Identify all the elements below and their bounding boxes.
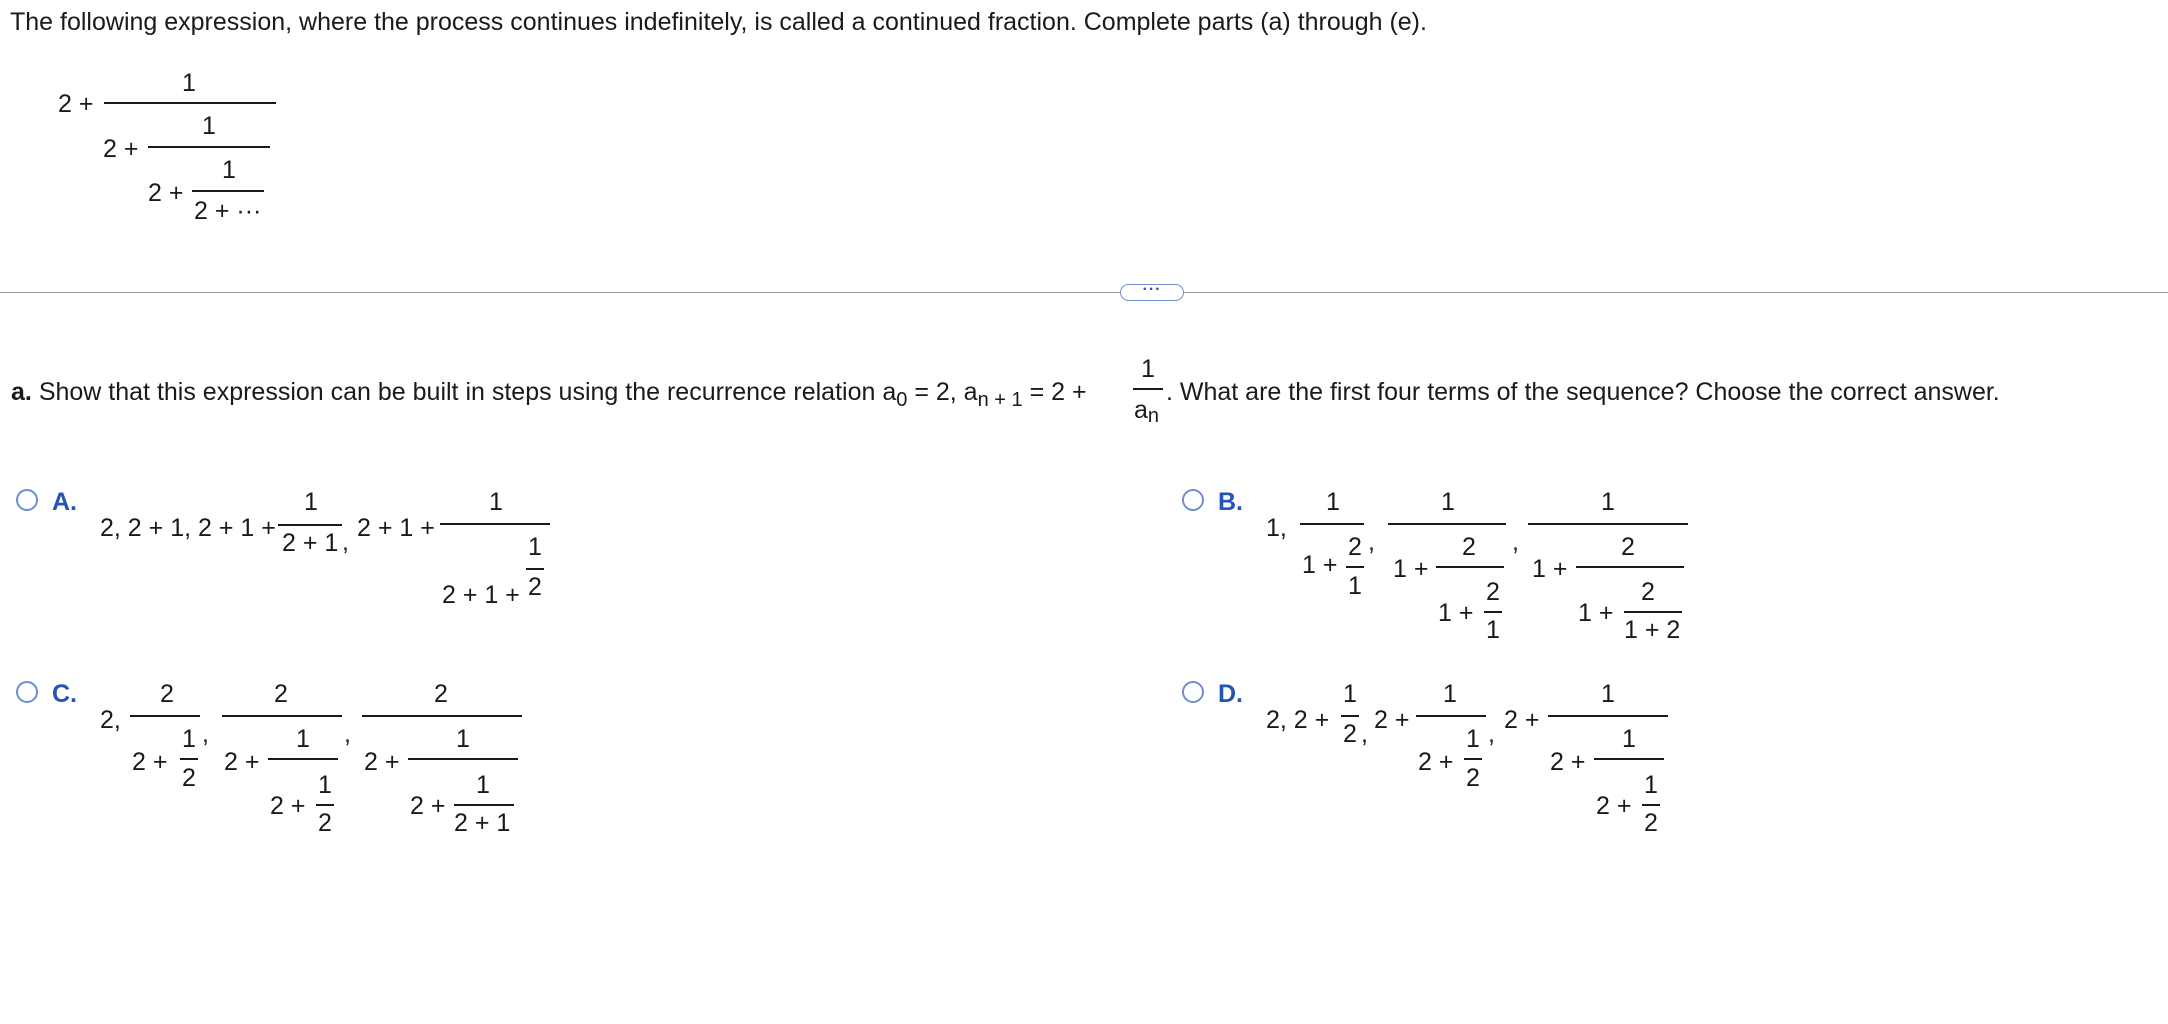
option-b-t3-num: 1 — [1441, 488, 1455, 516]
option-d-t4-bar — [1548, 715, 1668, 717]
cf-num-2: 1 — [202, 112, 216, 140]
option-d-t4-ifbar — [1642, 804, 1660, 806]
option-a-letter: A. — [52, 488, 77, 516]
option-d-t3-fnum: 1 — [1466, 725, 1480, 753]
option-d-t4-ifnum: 1 — [1644, 771, 1658, 799]
option-d-t4-fnum: 1 — [1622, 725, 1636, 753]
option-d-t2-fnum: 1 — [1343, 680, 1357, 708]
option-a-radio[interactable] — [16, 489, 38, 511]
option-b-t3-plus: 1 + — [1393, 555, 1429, 583]
option-c-t4-ifnum: 1 — [476, 771, 490, 799]
option-b-t4-fbar — [1576, 566, 1684, 568]
part-a-eq1: = 2, a — [907, 378, 978, 406]
option-c-t2-fbar — [180, 758, 198, 760]
option-c-t4-fnum: 1 — [456, 725, 470, 753]
option-d-t3-plus: 2 + — [1418, 748, 1454, 776]
option-c-t2-fnum: 1 — [182, 725, 196, 753]
cf-den-3: 2 + ··· — [194, 197, 262, 225]
option-b-t3-ifden: 1 — [1486, 616, 1500, 644]
cf-num-3: 1 — [222, 156, 236, 184]
option-b-t4-plus: 1 + — [1532, 555, 1568, 583]
option-c-t3-fbar — [268, 758, 338, 760]
option-b-t3-fbar — [1436, 566, 1504, 568]
option-b-letter: B. — [1218, 488, 1243, 516]
option-b-t2-fbar — [1346, 566, 1364, 568]
option-b-t2-plus: 1 + — [1302, 551, 1338, 579]
option-d-t3-lead: 2 + — [1374, 706, 1410, 734]
option-a-f1-num: 1 — [304, 488, 318, 516]
option-c-lead: 2, — [100, 706, 121, 734]
option-d-t4-ifden: 2 — [1644, 809, 1658, 837]
option-c-t3-ifden: 2 — [318, 809, 332, 837]
option-b-t3-fnum: 2 — [1462, 533, 1476, 561]
option-a-f2-den-bar — [526, 568, 544, 570]
cf-num-1: 1 — [182, 69, 196, 97]
option-a-f2-den-lead: 2 + 1 + — [442, 581, 520, 609]
cf-plus-1: 2 + — [58, 90, 94, 118]
option-b-t4-inner-plus: 1 + — [1578, 599, 1614, 627]
option-c-radio[interactable] — [16, 681, 38, 703]
option-c-sep2: , — [344, 720, 351, 748]
option-c-t2-plus: 2 + — [132, 748, 168, 776]
option-b-t4-fnum: 2 — [1621, 533, 1635, 561]
ellipsis-icon: ··· — [1142, 280, 1162, 298]
option-a-lead: 2, 2 + 1, 2 + 1 + — [100, 514, 276, 542]
problem-intro: The following expression, where the process continues indefinitely, is called a continued fraction. Complete parts (a) through (e). — [10, 8, 1427, 36]
option-b-t2-bar — [1300, 523, 1364, 525]
option-c-t4-ifden: 2 + 1 — [454, 809, 511, 837]
option-b-t3-bar — [1388, 523, 1506, 525]
part-a-frac-den: an — [1134, 396, 1160, 427]
option-d-t3-bar — [1416, 715, 1486, 717]
option-c-t3-num: 2 — [274, 680, 288, 708]
part-a-text-before — [11, 378, 1087, 411]
option-c-t3-inner-plus: 2 + — [270, 792, 306, 820]
option-d-t3-fden: 2 — [1466, 764, 1480, 792]
cf-bar-1 — [104, 102, 276, 104]
option-b-lead: 1, — [1266, 514, 1287, 542]
option-c-t2-fden: 2 — [182, 764, 196, 792]
option-d-t4-plus: 2 + — [1550, 748, 1586, 776]
option-d-radio[interactable] — [1182, 681, 1204, 703]
option-c-t3-ifbar — [316, 804, 334, 806]
section-divider — [0, 292, 2168, 293]
option-a-t4-lead: 2 + 1 + — [357, 514, 435, 542]
option-d-sep1: , — [1361, 720, 1368, 748]
cf-plus-3: 2 + — [148, 179, 184, 207]
option-c-t4-num: 2 — [434, 680, 448, 708]
option-a-sep1: , — [342, 528, 349, 556]
option-d-t4-inner-plus: 2 + — [1596, 792, 1632, 820]
option-c-letter: C. — [52, 680, 77, 708]
option-b-sep1: , — [1368, 528, 1375, 556]
option-b-radio[interactable] — [1182, 489, 1204, 511]
option-b-t4-ifbar — [1624, 611, 1682, 613]
option-b-t2-fnum: 2 — [1348, 533, 1362, 561]
part-a-label: a. — [11, 378, 32, 406]
option-d-sep2: , — [1488, 720, 1495, 748]
option-b-t4-ifden: 1 + 2 — [1624, 616, 1681, 644]
option-d-t3-fbar — [1464, 758, 1482, 760]
cf-plus-2: 2 + — [103, 135, 139, 163]
part-a-frac-num: 1 — [1141, 355, 1155, 383]
option-b-t2-fden: 1 — [1348, 572, 1362, 600]
option-b-t2-num: 1 — [1326, 488, 1340, 516]
option-c-t2-bar — [130, 715, 200, 717]
option-b-t4-num: 1 — [1601, 488, 1615, 516]
part-a-eq2: = 2 + — [1022, 378, 1087, 406]
option-d-t2-fbar — [1341, 715, 1359, 717]
part-a-frac-bar — [1133, 388, 1163, 390]
option-c-sep1: , — [202, 720, 209, 748]
option-b-sep2: , — [1512, 528, 1519, 556]
show-more-button[interactable] — [1120, 280, 1184, 301]
option-d-t3-num: 1 — [1443, 680, 1457, 708]
option-b-t3-ifnum: 2 — [1486, 578, 1500, 606]
option-c-t4-bar — [362, 715, 522, 717]
option-d-t4-fbar — [1594, 758, 1664, 760]
part-a-text: Show that this expression can be built in steps using the recurrence relation a — [38, 378, 897, 406]
option-d-t4-lead: 2 + — [1504, 706, 1540, 734]
option-d-letter: D. — [1218, 680, 1243, 708]
option-a-f1-den: 2 + 1 — [282, 529, 339, 557]
part-a-sub0: 0 — [896, 389, 908, 411]
option-a-f2-den-den: 2 — [528, 573, 542, 601]
option-a-f2-num: 1 — [489, 488, 503, 516]
option-d-lead: 2, 2 + — [1266, 706, 1330, 734]
option-a-f1-bar — [278, 524, 342, 526]
option-c-t4-ifbar — [454, 804, 514, 806]
part-a-text-after: . What are the first four terms of the sequence? Choose the correct answer. — [1166, 378, 2000, 406]
option-d-t2-fden: 2 — [1343, 720, 1357, 748]
option-c-t4-fbar — [408, 758, 518, 760]
option-c-t3-fnum: 1 — [296, 725, 310, 753]
option-c-t2-num: 2 — [160, 680, 174, 708]
option-b-t3-ifbar — [1484, 611, 1502, 613]
option-b-t3-inner-plus: 1 + — [1438, 599, 1474, 627]
option-a-f2-bar — [440, 523, 550, 525]
part-a-sub1: n + 1 — [977, 389, 1023, 411]
option-a-f2-den-num: 1 — [528, 533, 542, 561]
option-c-t3-plus: 2 + — [224, 748, 260, 776]
option-c-t3-ifnum: 1 — [318, 771, 332, 799]
option-c-t4-plus: 2 + — [364, 748, 400, 776]
option-d-t4-num: 1 — [1601, 680, 1615, 708]
cf-bar-2 — [148, 146, 270, 148]
option-b-t4-bar — [1528, 523, 1688, 525]
option-b-t4-ifnum: 2 — [1641, 578, 1655, 606]
option-c-t3-bar — [222, 715, 342, 717]
cf-bar-3 — [192, 190, 264, 192]
option-c-t4-inner-plus: 2 + — [410, 792, 446, 820]
